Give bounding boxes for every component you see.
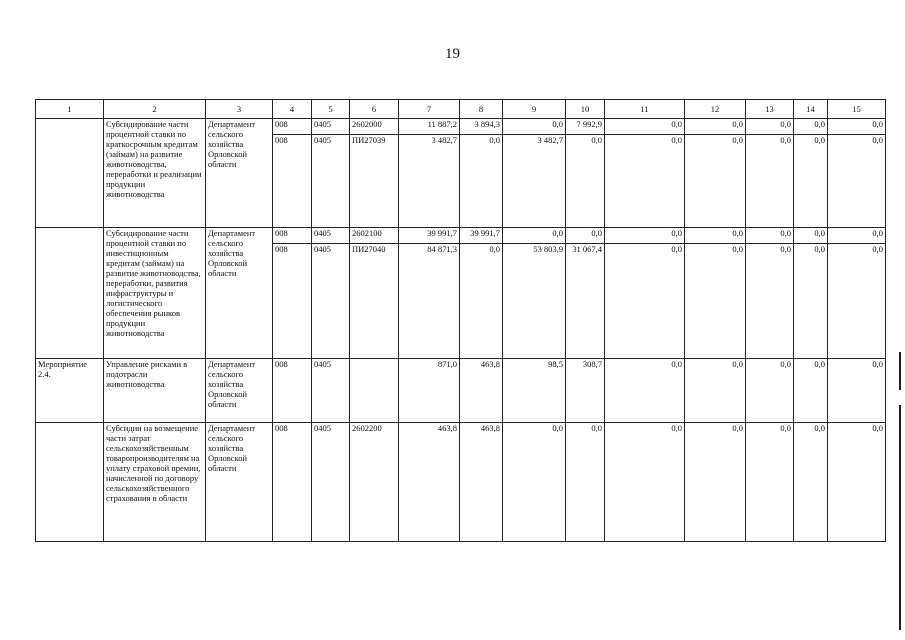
table-cell: 0,0 [746, 423, 794, 542]
table-cell: 0,0 [828, 135, 886, 228]
col-header: 11 [605, 100, 685, 119]
table-cell: 0,0 [794, 244, 828, 359]
table-cell: 0,0 [794, 135, 828, 228]
table-cell: ПИ27040 [350, 244, 399, 359]
table-cell: 0405 [312, 423, 350, 542]
table-cell: 008 [273, 359, 312, 423]
table-cell: 0,0 [828, 119, 886, 135]
description-cell: Субсидирование части процентной ставки по краткосрочным кредитам (займам) на развитие животноводства, переработки и реализации продукции животноводства [104, 119, 206, 228]
table-cell: 0,0 [794, 119, 828, 135]
table-cell: 3 482,7 [503, 135, 566, 228]
table-cell: 0,0 [605, 423, 685, 542]
budget-table [35, 99, 886, 542]
table-cell: 0,0 [685, 135, 746, 228]
table-cell: 39 991,7 [460, 228, 503, 244]
executor-cell: Департамент сельского хозяйства Орловской области [206, 119, 273, 228]
table-cell: 0,0 [828, 228, 886, 244]
table-cell: 0,0 [685, 119, 746, 135]
table-cell: 0,0 [685, 423, 746, 542]
description-cell: Управление рисками в подотрасли животноводства [104, 359, 206, 423]
table-cell: 0405 [312, 228, 350, 244]
table-cell: 0,0 [794, 228, 828, 244]
table-cell: 0405 [312, 359, 350, 423]
measure-cell [36, 423, 104, 542]
table-cell: 7 992,9 [566, 119, 605, 135]
table-cell: 008 [273, 244, 312, 359]
table-cell: 0,0 [605, 135, 685, 228]
table-cell: 0,0 [460, 244, 503, 359]
table-cell: 0,0 [605, 359, 685, 423]
table-cell: 0405 [312, 119, 350, 135]
table-row [36, 423, 886, 542]
table-cell: 0,0 [605, 119, 685, 135]
col-header: 4 [273, 100, 312, 119]
table-cell: 0,0 [566, 135, 605, 228]
table-row [36, 119, 886, 135]
col-header: 8 [460, 100, 503, 119]
col-header: 5 [312, 100, 350, 119]
table-cell: 0,0 [503, 119, 566, 135]
table-cell: 008 [273, 119, 312, 135]
table-cell: 0,0 [746, 119, 794, 135]
table-cell: 0,0 [503, 228, 566, 244]
table-cell: 0,0 [746, 244, 794, 359]
table-cell [350, 359, 399, 423]
table-cell: 0,0 [605, 244, 685, 359]
table-cell: 2602100 [350, 228, 399, 244]
scan-edge-mark [899, 352, 901, 390]
executor-cell: Департамент сельского хозяйства Орловской области [206, 359, 273, 423]
table-cell: 0,0 [746, 359, 794, 423]
table-cell: 3 894,3 [460, 119, 503, 135]
table-cell: 871,0 [399, 359, 460, 423]
table-cell: 2602000 [350, 119, 399, 135]
table-cell: 008 [273, 135, 312, 228]
executor-cell: Департамент сельского хозяйства Орловской области [206, 423, 273, 542]
col-header: 15 [828, 100, 886, 119]
table-cell: 84 871,3 [399, 244, 460, 359]
table-cell: 0,0 [828, 244, 886, 359]
measure-cell [36, 119, 104, 228]
table-cell: 31 067,4 [566, 244, 605, 359]
table-cell: 0,0 [685, 359, 746, 423]
page-number: 19 [445, 46, 460, 62]
table-cell: 0,0 [828, 423, 886, 542]
col-header: 1 [36, 100, 104, 119]
description-cell: Субсидии на возмещение части затрат сельскохозяйственным товаропроизводителям на уплату страховой премии, начисленной по договору сельскохозяйственного страхования в области [104, 423, 206, 542]
table-cell: 2602200 [350, 423, 399, 542]
col-header: 13 [746, 100, 794, 119]
table-cell: 0,0 [746, 228, 794, 244]
table-cell: 0405 [312, 135, 350, 228]
header-row [36, 100, 886, 119]
table-cell: 39 991,7 [399, 228, 460, 244]
table-cell: 98,5 [503, 359, 566, 423]
table-cell: 308,7 [566, 359, 605, 423]
table-cell: 0,0 [503, 423, 566, 542]
col-header: 14 [794, 100, 828, 119]
table-cell: 3 482,7 [399, 135, 460, 228]
table-row [36, 228, 886, 244]
table-cell: 0,0 [746, 135, 794, 228]
table-cell: 0,0 [794, 359, 828, 423]
table-cell: 463,8 [399, 423, 460, 542]
scan-edge-mark [899, 405, 901, 630]
table-cell: 0,0 [685, 244, 746, 359]
description-cell: Субсидирование части процентной ставки по инвестиционным кредитам (займам) на развитие животноводства, переработки, развития инфраструктуры и логистического обеспечения рынков продукции животноводства [104, 228, 206, 359]
table-cell: 463,8 [460, 359, 503, 423]
col-header: 9 [503, 100, 566, 119]
table-cell: 0,0 [460, 135, 503, 228]
table-cell: 0,0 [828, 359, 886, 423]
table-row [36, 359, 886, 423]
col-header: 2 [104, 100, 206, 119]
table-cell: ПИ27039 [350, 135, 399, 228]
table-cell: 008 [273, 423, 312, 542]
table-cell: 11 887,2 [399, 119, 460, 135]
col-header: 3 [206, 100, 273, 119]
table-cell: 0,0 [605, 228, 685, 244]
table-cell: 0405 [312, 244, 350, 359]
table-cell: 0,0 [685, 228, 746, 244]
table-cell: 0,0 [794, 423, 828, 542]
table-cell: 463,8 [460, 423, 503, 542]
executor-cell: Департамент сельского хозяйства Орловской области [206, 228, 273, 359]
measure-cell: Мероприятие 2.4. [36, 359, 104, 423]
table-cell: 0,0 [566, 423, 605, 542]
table-cell: 0,0 [566, 228, 605, 244]
table-cell: 53 803,9 [503, 244, 566, 359]
table-cell: 008 [273, 228, 312, 244]
col-header: 6 [350, 100, 399, 119]
col-header: 7 [399, 100, 460, 119]
col-header: 12 [685, 100, 746, 119]
measure-cell [36, 228, 104, 359]
col-header: 10 [566, 100, 605, 119]
